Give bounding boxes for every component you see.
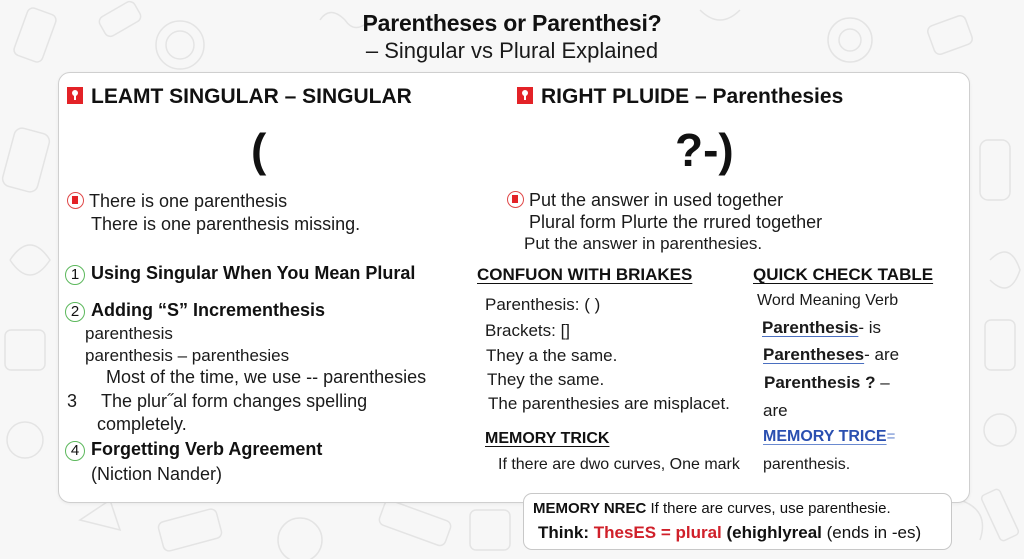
memory-trick-heading: MEMORY TRICK <box>485 430 610 447</box>
think-plural-highlight: ThesES = plural <box>593 523 722 542</box>
page-subtitle: – Singular vs Plural Explained <box>365 38 659 63</box>
left-example-line1 <box>67 191 287 212</box>
quick-check-word-1: Parenthesis <box>762 318 859 337</box>
memory-box-label: MEMORY NREC <box>533 500 647 517</box>
right-heading <box>517 85 843 109</box>
right-heading-text: RIGHT PLUIDE – Parenthesies <box>541 85 844 108</box>
quick-check-word-2: Parentheses <box>763 345 865 364</box>
quick-check-columns: Word Meaning Verb <box>757 292 899 309</box>
number-4-icon: 4 <box>65 441 85 461</box>
mistake-4-title: Forgetting Verb Agreement <box>91 439 323 459</box>
quick-check-final: parenthesis. <box>763 456 851 473</box>
number-2-icon: 2 <box>65 302 85 322</box>
confusion-line5: The parenthesies are misplacet. <box>488 394 730 413</box>
right-example-text1: Put the answer in used together <box>529 190 784 210</box>
quick-check-verb-1: - is <box>858 318 882 337</box>
quick-check-verb-3: – <box>880 373 890 392</box>
right-example-line1 <box>507 190 783 211</box>
quick-check-word-3: Parenthesis ? <box>764 373 876 392</box>
mistake-2-line3: Most of the time, we use -- parenthesies <box>106 367 427 387</box>
confusion-heading: CONFUON WITH BRIAKES <box>477 265 693 284</box>
mistake-3-continuation: completely. <box>97 414 187 434</box>
memory-trice-suffix: = <box>886 428 896 445</box>
think-ending: (ends in -es) <box>826 523 922 542</box>
stop-icon <box>67 192 84 209</box>
right-example-line2: Plural form Plurte the rrured together <box>529 212 823 232</box>
quick-check-verb-2: - are <box>864 345 900 364</box>
confusion-line4: They the same. <box>487 370 605 389</box>
memory-box <box>523 493 952 550</box>
plural-symbol: ?-) <box>675 124 734 176</box>
memory-trice-link[interactable]: MEMORY TRICE <box>763 428 887 445</box>
mistake-4-line1: (Niction Nander) <box>91 464 223 484</box>
confusion-line2: Brackets: [] <box>485 321 571 340</box>
mistake-4 <box>65 439 322 461</box>
mistake-3-title: The plur˝al form changes spelling <box>101 391 368 411</box>
memory-box-line2 <box>538 523 921 543</box>
think-bold-text: (ehighlyreal <box>726 523 822 542</box>
quick-check-trailing: are <box>763 401 788 420</box>
memory-box-line1 <box>533 500 891 517</box>
mistake-1 <box>65 263 415 285</box>
number-1-icon: 1 <box>65 265 85 285</box>
memory-box-text: If there are curves, use parenthesie. <box>650 500 891 517</box>
mistake-2-line2: parenthesis – parenthesies <box>85 346 290 365</box>
left-heading-text: LEAMT SINGULAR – SINGULAR <box>91 85 412 108</box>
quick-check-row-2 <box>763 345 899 365</box>
confusion-line3: They a the same. <box>486 346 618 365</box>
quick-check-row-1 <box>762 318 881 338</box>
mistake-2-line1: parenthesis <box>85 324 173 343</box>
pin-icon <box>67 87 83 104</box>
memory-trick-text: If there are dwo curves, One mark <box>498 456 740 473</box>
mistake-1-title: Using Singular When You Mean Plural <box>91 263 416 283</box>
pin-icon <box>517 87 533 104</box>
stop-icon <box>507 191 524 208</box>
left-heading <box>67 85 412 109</box>
main-card <box>58 72 970 503</box>
mistake-3 <box>67 391 367 412</box>
number-3: 3 <box>67 391 78 411</box>
mistake-2 <box>65 300 325 322</box>
right-example-line3: Put the answer in parenthesies. <box>524 234 763 253</box>
left-example-text1: There is one parenthesis <box>89 191 288 211</box>
page-title: Parentheses or Parenthesi? <box>362 10 662 36</box>
confusion-line1: Parenthesis: ( ) <box>485 295 601 314</box>
left-example-line2: There is one parenthesis missing. <box>91 214 361 234</box>
memory-trice-link-wrap[interactable] <box>763 428 895 446</box>
singular-symbol: ( <box>251 124 267 176</box>
mistake-2-title: Adding “S” Incrementhesis <box>91 300 326 320</box>
quick-check-heading: QUICK CHECK TABLE <box>753 265 934 284</box>
quick-check-row-3 <box>764 373 890 393</box>
think-label: Think: <box>538 523 589 542</box>
